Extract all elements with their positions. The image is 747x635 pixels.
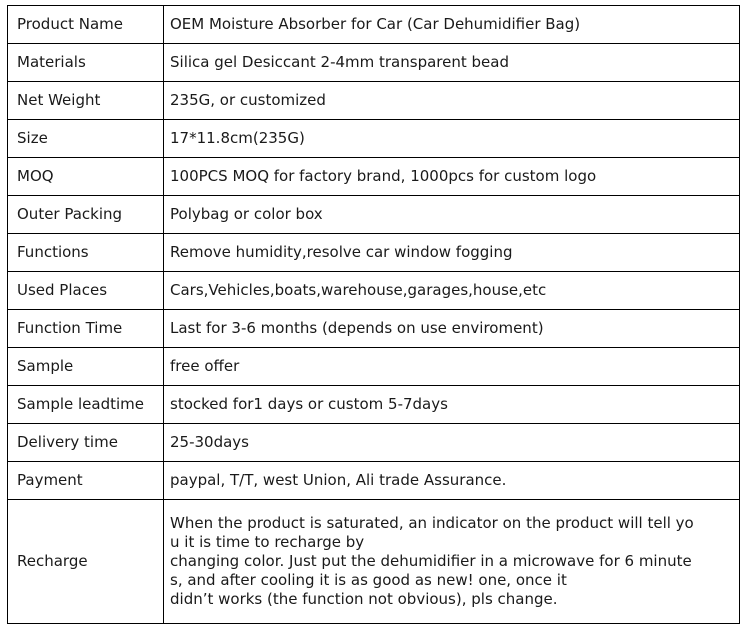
- row-value: OEM Moisture Absorber for Car (Car Dehumidifier Bag): [164, 6, 740, 44]
- table-row: [8, 424, 740, 462]
- row-value: 235G, or customized: [164, 82, 740, 120]
- row-value: Polybag or color box: [164, 196, 740, 234]
- row-value: Last for 3-6 months (depends on use enviroment): [164, 310, 740, 348]
- table-row: [8, 462, 740, 500]
- recharge-line: changing color. Just put the dehumidifier in a microwave for 6 minute: [170, 552, 692, 570]
- row-label: Delivery time: [8, 424, 164, 462]
- row-value: Silica gel Desiccant 2-4mm transparent bead: [164, 44, 740, 82]
- row-label: Size: [8, 120, 164, 158]
- table-row: [8, 272, 740, 310]
- recharge-line: s, and after cooling it is as good as new! one, once it: [170, 571, 567, 589]
- spec-table-body: [8, 6, 740, 624]
- row-value: paypal, T/T, west Union, Ali trade Assurance.: [164, 462, 740, 500]
- row-value: 100PCS MOQ for factory brand, 1000pcs for custom logo: [164, 158, 740, 196]
- table-row: [8, 386, 740, 424]
- table-row: [8, 234, 740, 272]
- spec-table: [7, 5, 740, 624]
- row-label: Net Weight: [8, 82, 164, 120]
- row-value: free offer: [164, 348, 740, 386]
- row-label: Recharge: [8, 500, 164, 624]
- row-value: Cars,Vehicles,boats,warehouse,garages,house,etc: [164, 272, 740, 310]
- recharge-description: [164, 500, 740, 624]
- row-value: 25-30days: [164, 424, 740, 462]
- row-label: Materials: [8, 44, 164, 82]
- row-label: Sample leadtime: [8, 386, 164, 424]
- table-row: [8, 158, 740, 196]
- table-row: [8, 310, 740, 348]
- row-label: Outer Packing: [8, 196, 164, 234]
- row-label: MOQ: [8, 158, 164, 196]
- row-value: Remove humidity,resolve car window fogging: [164, 234, 740, 272]
- row-label: Functions: [8, 234, 164, 272]
- table-row: [8, 196, 740, 234]
- row-label: Payment: [8, 462, 164, 500]
- table-row: [8, 348, 740, 386]
- row-value: stocked for1 days or custom 5-7days: [164, 386, 740, 424]
- row-value: 17*11.8cm(235G): [164, 120, 740, 158]
- table-row: [8, 44, 740, 82]
- row-label: Sample: [8, 348, 164, 386]
- recharge-line: When the product is saturated, an indicator on the product will tell yo: [170, 514, 694, 532]
- row-label: Product Name: [8, 6, 164, 44]
- table-row: [8, 82, 740, 120]
- recharge-line: u it is time to recharge by: [170, 533, 365, 551]
- table-row: [8, 6, 740, 44]
- table-row-recharge: [8, 500, 740, 624]
- row-label: Function Time: [8, 310, 164, 348]
- row-label: Used Places: [8, 272, 164, 310]
- table-row: [8, 120, 740, 158]
- recharge-line: didn’t works (the function not obvious), pls change.: [170, 590, 558, 608]
